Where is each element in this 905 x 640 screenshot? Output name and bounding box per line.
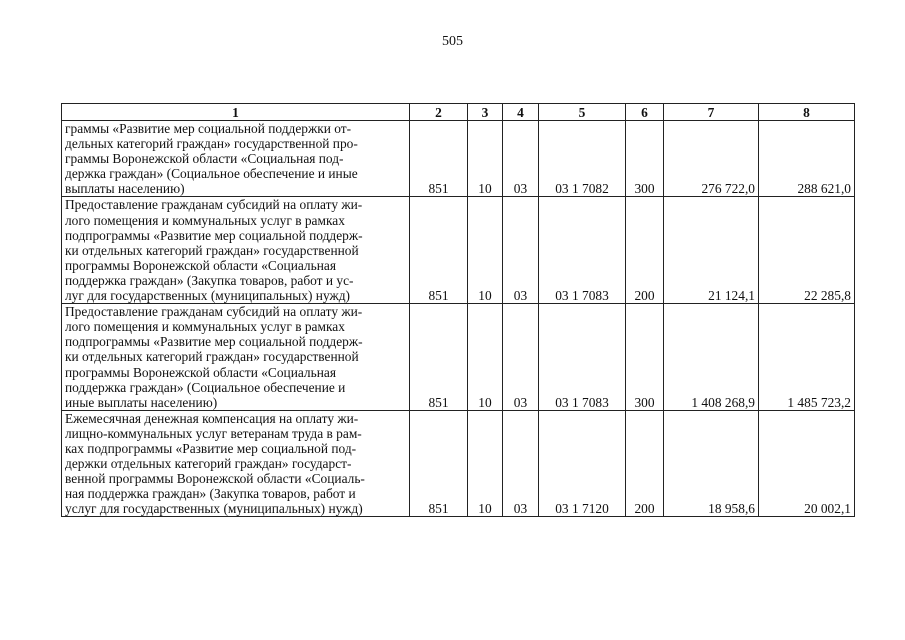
cell-amount-year-1: 18 958,6 bbox=[664, 410, 759, 517]
cell-ministry-code: 851 bbox=[410, 304, 468, 411]
cell-section: 10 bbox=[468, 304, 503, 411]
budget-table bbox=[61, 103, 855, 517]
description-line: Ежемесячная денежная компенсация на оплату жи- bbox=[65, 410, 359, 426]
table-row bbox=[62, 121, 855, 197]
column-header: 7 bbox=[664, 104, 759, 121]
cell-target-article: 03 1 7083 bbox=[539, 304, 626, 411]
description-line: услуг для государственных (муниципальных) нужд) bbox=[65, 501, 363, 517]
cell-ministry-code: 851 bbox=[410, 121, 468, 197]
cell-expense-type: 200 bbox=[626, 410, 664, 517]
cell-subsection: 03 bbox=[503, 197, 539, 304]
cell-amount-year-1: 1 408 268,9 bbox=[664, 304, 759, 411]
table-header-row bbox=[62, 104, 855, 121]
description-line: выплаты населению) bbox=[65, 181, 185, 197]
description-line: луг для государственных (муниципальных) нужд) bbox=[65, 288, 351, 304]
description-line: программы Воронежской области «Социальная bbox=[65, 364, 336, 380]
cell-subsection: 03 bbox=[503, 121, 539, 197]
cell-amount-year-2: 20 002,1 bbox=[759, 410, 855, 517]
column-header: 2 bbox=[410, 104, 468, 121]
cell-amount-year-2: 22 285,8 bbox=[759, 197, 855, 304]
description-line: ки отдельных категорий граждан» государственной bbox=[65, 349, 359, 365]
cell-target-article: 03 1 7082 bbox=[539, 121, 626, 197]
cell-amount-year-2: 288 621,0 bbox=[759, 121, 855, 197]
description-line: иные выплаты населению) bbox=[65, 394, 218, 410]
row-description bbox=[62, 304, 410, 411]
table-row bbox=[62, 304, 855, 411]
column-header: 8 bbox=[759, 104, 855, 121]
column-header: 4 bbox=[503, 104, 539, 121]
description-line: поддержка граждан» (Социальное обеспечение и bbox=[65, 379, 346, 395]
cell-section: 10 bbox=[468, 197, 503, 304]
description-line: граммы Воронежской области «Социальная под- bbox=[65, 151, 344, 167]
cell-ministry-code: 851 bbox=[410, 197, 468, 304]
row-description bbox=[62, 197, 410, 304]
description-line: Предоставление гражданам субсидий на оплату жи- bbox=[65, 197, 363, 213]
description-line: программы Воронежской области «Социальная bbox=[65, 257, 336, 273]
row-description bbox=[62, 121, 410, 197]
cell-target-article: 03 1 7120 bbox=[539, 410, 626, 517]
description-line: поддержка граждан» (Закупка товаров, работ и ус- bbox=[65, 272, 354, 288]
cell-expense-type: 200 bbox=[626, 197, 664, 304]
description-line: лого помещения и коммунальных услуг в рамках bbox=[65, 212, 345, 228]
description-line: ках подпрограммы «Развитие мер социальной под- bbox=[65, 440, 357, 456]
row-description bbox=[62, 410, 410, 517]
description-line: ная поддержка граждан» (Закупка товаров, работ и bbox=[65, 486, 356, 502]
cell-amount-year-1: 276 722,0 bbox=[664, 121, 759, 197]
description-line: лого помещения и коммунальных услуг в рамках bbox=[65, 319, 345, 335]
column-header: 1 bbox=[62, 104, 410, 121]
description-line: дельных категорий граждан» государственной про- bbox=[65, 136, 358, 152]
column-header: 5 bbox=[539, 104, 626, 121]
cell-section: 10 bbox=[468, 410, 503, 517]
description-line: Предоставление гражданам субсидий на оплату жи- bbox=[65, 304, 363, 320]
cell-expense-type: 300 bbox=[626, 304, 664, 411]
cell-amount-year-2: 1 485 723,2 bbox=[759, 304, 855, 411]
cell-section: 10 bbox=[468, 121, 503, 197]
cell-expense-type: 300 bbox=[626, 121, 664, 197]
page-number: 505 bbox=[442, 34, 463, 49]
description-line: подпрограммы «Развитие мер социальной поддерж- bbox=[65, 227, 363, 243]
table-row bbox=[62, 410, 855, 517]
cell-subsection: 03 bbox=[503, 304, 539, 411]
description-line: подпрограммы «Развитие мер социальной поддерж- bbox=[65, 334, 363, 350]
description-line: венной программы Воронежской области «Социаль- bbox=[65, 471, 365, 487]
cell-subsection: 03 bbox=[503, 410, 539, 517]
description-line: держка граждан» (Социальное обеспечение и иные bbox=[65, 166, 358, 182]
cell-target-article: 03 1 7083 bbox=[539, 197, 626, 304]
description-line: граммы «Развитие мер социальной поддержки от- bbox=[65, 121, 352, 136]
column-header: 3 bbox=[468, 104, 503, 121]
description-line: держки отдельных категорий граждан» государст- bbox=[65, 456, 352, 472]
description-line: ки отдельных категорий граждан» государственной bbox=[65, 242, 359, 258]
description-line: лищно-коммунальных услуг ветеранам труда в рам- bbox=[65, 425, 362, 441]
column-header: 6 bbox=[626, 104, 664, 121]
table-row bbox=[62, 197, 855, 304]
cell-ministry-code: 851 bbox=[410, 410, 468, 517]
cell-amount-year-1: 21 124,1 bbox=[664, 197, 759, 304]
